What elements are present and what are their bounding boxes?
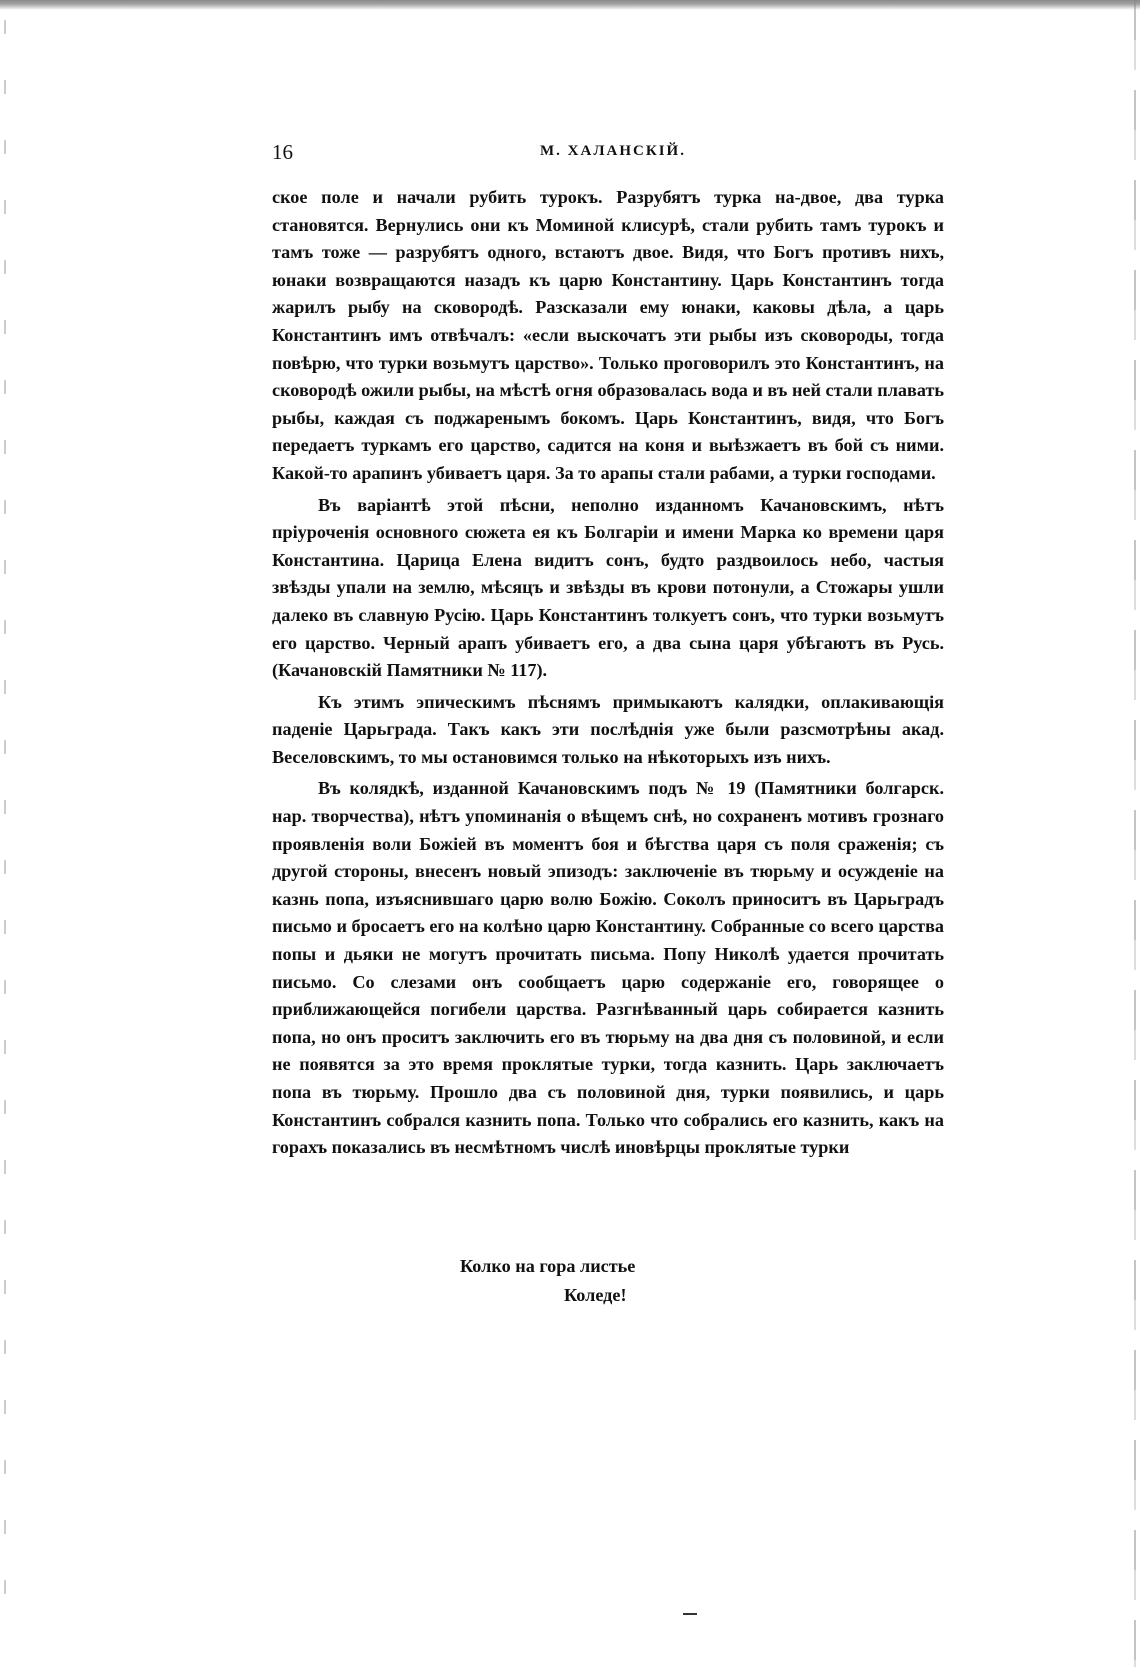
verse-quote bbox=[460, 1252, 635, 1310]
verse-refrain: Коледе! bbox=[564, 1285, 627, 1305]
page-number: 16 bbox=[272, 140, 293, 164]
running-head-author: М. ХАЛАНСКІЙ. bbox=[540, 143, 686, 159]
paragraph-variant: Въ варіантѣ этой пѣсни, неполно изданномъ Качановскимъ, нѣтъ пріуроченія основного сюжета ея къ Болгаріи и имени Марка ко времени царя Константина. Царица Елена видитъ сонъ, будто раздвоилось небо, частыя звѣзды упали на землю, мѣсяцъ и звѣзды въ крови потонули, а Стожары ушли далеко въ славную Русію. Царь Константинъ толкуетъ сонъ, что турки возьмутъ его царство. Черный арапъ убиваетъ его, а два сына царя убѣгаютъ въ Русь. (Качановскій Памятники № 117). bbox=[272, 494, 944, 681]
paragraph-continuation: ское поле и начали рубить турокъ. Разрубятъ турка на-двое, два турка становятся. Вернулись они къ Моминой клисурѣ, стали рубить тамъ турокъ и тамъ тоже — разрубятъ одного, встаютъ двое. Видя, что Богъ противъ нихъ, юнаки возвращаются назадъ къ царю Константину. Царь Константинъ тогда жарилъ рыбу на сковородѣ. Разсказали ему юнаки, каковы дѣла, а царь Константинъ имъ отвѣчалъ: «если выскочатъ эти рыбы изъ сковороды, тогда повѣрю, что турки возьмутъ царство». Только проговорилъ это Константинъ, на сковородѣ ожили рыбы, на мѣстѣ огня образовалась вода и въ ней стали плавать рыбы, каждая съ поджаренымъ бокомъ. Царь Константинъ, видя, что Богъ передаетъ туркамъ его царство, садится на коня и выѣзжаетъ въ бой съ ними. Какой-то арапинъ убиваетъ царя. За то арапы стали рабами, а турки господами. bbox=[272, 187, 945, 483]
paragraph-koliadka-19: Въ колядкѣ, изданной Качановскимъ подъ № 19 (Памятники болгарск. нар. творчества), нѣтъ упоминанія о вѣщемъ снѣ, но сохраненъ мотивъ грознаго проявленія воли Божіей въ моментъ боя и бѣгства царя съ поля сраженія; съ другой стороны, внесенъ новый эпизодъ: заключеніе въ тюрьму и осужденіе на казнь попа, изъяснившаго царю волю Божію. Соколъ приноситъ въ Царьградъ письмо и бросаетъ его на колѣно царю Константину. Собранные со всего царства попы и дьяки не могутъ прочитать письма. Попу Николѣ удается прочитать письмо. Со слезами онъ сообщаетъ царю содержаніе его, говорящее о приближающейся погибели царства. Разгнѣванный царь собирается казнить попа, но онъ проситъ заключить его въ тюрьму на два дня съ половиной, и если не появятся за это время проклятые турки, тогда казнить. Царь заключаетъ попа въ тюрьму. Прошло два съ половиной дня, турки появились, и царь Константинъ собрался казнить попа. Только что собрались его казнить, какъ на горахъ показались въ несмѣтномъ числѣ иновѣрцы проклятые турки bbox=[272, 778, 944, 1158]
paragraph-koliadki: Къ этимъ эпическимъ пѣснямъ примыкаютъ калядки, оплакивающія паденіе Царьграда. Такъ какъ эти послѣднія уже были разсмотрѣны акад. Веселовскимъ, то мы остановимся только на нѣкоторыхъ изъ нихъ. bbox=[272, 691, 944, 767]
stray-ink-mark bbox=[683, 1613, 697, 1615]
body-text bbox=[272, 184, 944, 1162]
scan-left-edge bbox=[4, 20, 6, 1620]
scan-top-edge bbox=[0, 0, 1140, 10]
verse-line: Колко на гора листье bbox=[460, 1256, 636, 1276]
running-head bbox=[272, 140, 872, 170]
scan-right-edge bbox=[1134, 0, 1136, 1667]
